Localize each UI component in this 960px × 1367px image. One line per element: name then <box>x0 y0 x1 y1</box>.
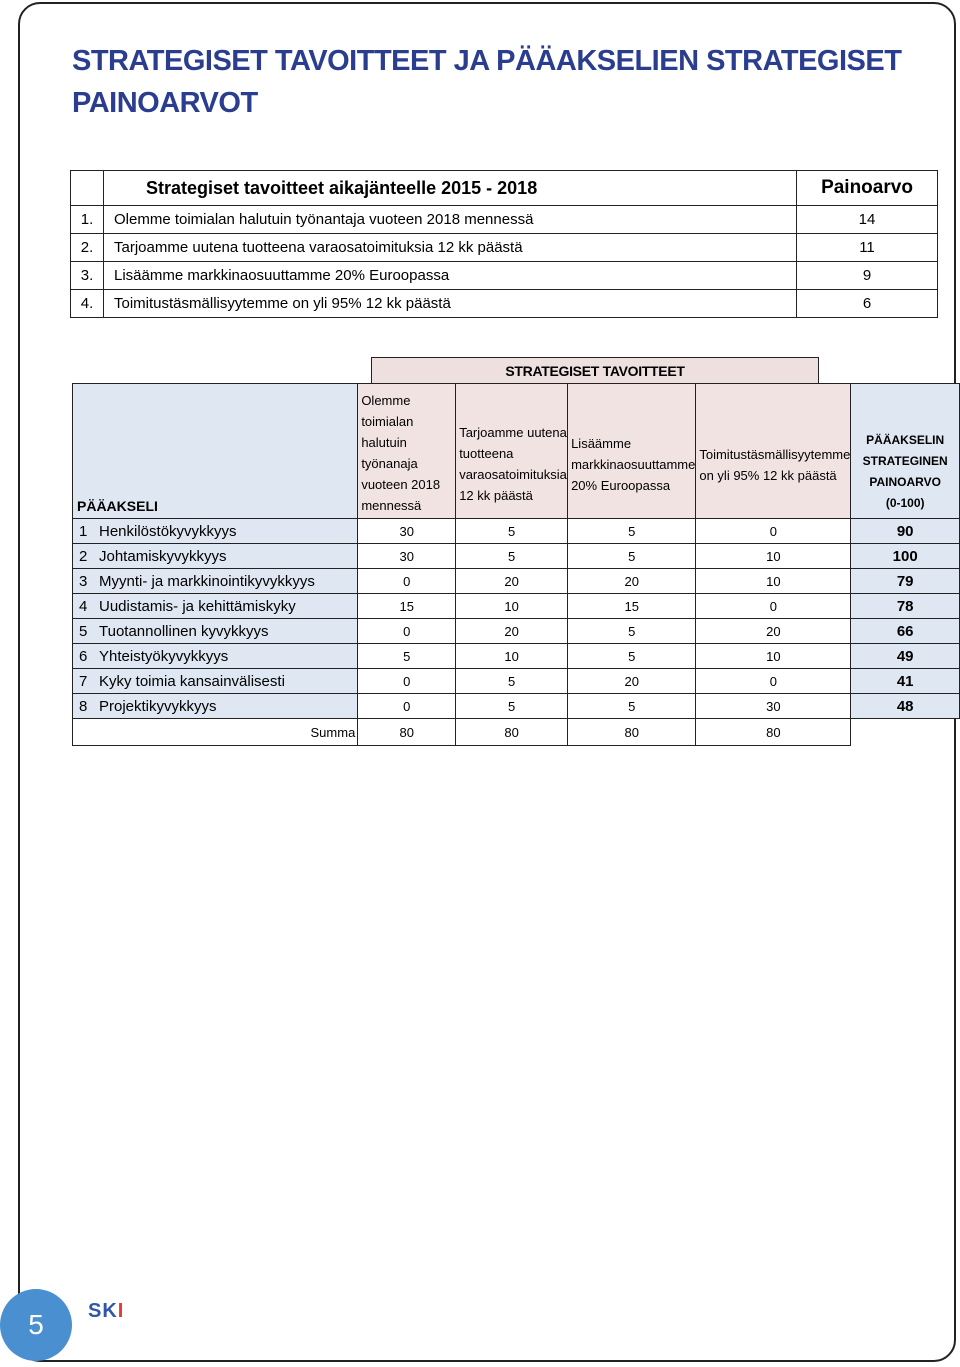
strategic-goals-header: STRATEGISET TAVOITTEET <box>371 357 819 383</box>
goal-value: 5 <box>568 619 696 644</box>
axis-column-header: PÄÄAKSELI <box>73 384 358 519</box>
objective-num: 4. <box>71 290 104 318</box>
objective-num: 1. <box>71 206 104 234</box>
axis-row <box>73 544 960 569</box>
objective-weight: 6 <box>797 290 938 318</box>
logo-letter: I <box>117 1300 125 1322</box>
axis-row <box>73 619 960 644</box>
axis-row <box>73 669 960 694</box>
objective-weight: 11 <box>797 234 938 262</box>
axis-name-cell <box>73 594 358 619</box>
logo-letter: S <box>88 1300 103 1322</box>
axis-weight: 100 <box>851 544 960 569</box>
goal-value: 30 <box>696 694 851 719</box>
axis-name-cell <box>73 569 358 594</box>
axis-number: 7 <box>79 672 88 690</box>
sum-value: 80 <box>696 719 851 746</box>
axis-matrix-table <box>72 383 960 746</box>
goal-column-header <box>358 384 456 519</box>
objective-text: Toimitustäsmällisyytemme on yli 95% 12 kk päästä <box>104 290 797 318</box>
axis-weight: 41 <box>851 669 960 694</box>
weight-header-line: PAINOARVO <box>869 475 941 489</box>
objective-row <box>71 290 938 318</box>
axis-name-cell <box>73 669 358 694</box>
axis-weight: 90 <box>851 519 960 544</box>
matrix-body <box>73 519 960 719</box>
axis-row <box>73 694 960 719</box>
goal-value: 0 <box>358 619 456 644</box>
axis-name: Johtamiskyvykkyys <box>99 547 227 565</box>
axis-name: Yhteistyökyvykkyys <box>99 647 229 665</box>
goal-value: 5 <box>568 544 696 569</box>
goal-value: 10 <box>456 594 568 619</box>
goal-value: 20 <box>696 619 851 644</box>
axis-name: Tuotannollinen kyvykkyys <box>99 622 269 640</box>
axis-number: 5 <box>79 622 88 640</box>
axis-name: Henkilöstökyvykkyys <box>99 522 237 540</box>
logo-letter: K <box>102 1300 118 1322</box>
objectives-table <box>70 170 938 318</box>
goal-value: 5 <box>456 544 568 569</box>
axis-name: Uudistamis- ja kehittämiskyky <box>99 597 296 615</box>
goal-column-label: Toimitustäsmällisyytemme on yli 95% 12 kk päästä <box>699 447 851 483</box>
axis-weight-header <box>851 384 960 519</box>
axis-name-cell <box>73 644 358 669</box>
axis-name: Kyky toimia kansainvälisesti <box>99 672 285 690</box>
goal-column-label: Tarjoamme uutena tuotteena varaosatoimituksia 12 kk päästä <box>459 425 567 503</box>
axis-row <box>73 594 960 619</box>
axis-name-cell <box>73 519 358 544</box>
sum-label: Summa <box>73 719 358 746</box>
objective-text: Olemme toimialan halutuin työnantaja vuoteen 2018 mennessä <box>104 206 797 234</box>
objective-num: 3. <box>71 262 104 290</box>
sum-empty-cell <box>851 719 960 746</box>
sum-row <box>73 719 960 746</box>
axis-weight: 78 <box>851 594 960 619</box>
goal-value: 0 <box>358 669 456 694</box>
axis-number: 1 <box>79 522 88 540</box>
weight-header-line: STRATEGINEN <box>862 454 948 468</box>
axis-name-cell <box>73 694 358 719</box>
objective-weight: 9 <box>797 262 938 290</box>
axis-number: 8 <box>79 697 88 715</box>
sum-value: 80 <box>568 719 696 746</box>
goal-value: 5 <box>456 694 568 719</box>
axis-name: Myynti- ja markkinointikyvykkyys <box>99 572 315 590</box>
axis-row <box>73 519 960 544</box>
goal-value: 5 <box>568 644 696 669</box>
goal-value: 10 <box>456 644 568 669</box>
objective-row <box>71 206 938 234</box>
goal-value: 15 <box>358 594 456 619</box>
goal-value: 5 <box>358 644 456 669</box>
goal-value: 20 <box>568 569 696 594</box>
goal-column-label: Olemme toimialan halutuin työnanaja vuoteen 2018 mennessä <box>361 393 441 513</box>
ski-logo <box>88 1300 124 1323</box>
axis-number: 4 <box>79 597 88 615</box>
goal-value: 5 <box>456 669 568 694</box>
goal-value: 0 <box>696 669 851 694</box>
objectives-header-num <box>71 171 104 206</box>
axis-weight: 79 <box>851 569 960 594</box>
axis-number: 6 <box>79 647 88 665</box>
axis-row <box>73 569 960 594</box>
goal-value: 30 <box>358 519 456 544</box>
axis-number: 3 <box>79 572 88 590</box>
axis-row <box>73 644 960 669</box>
objective-row <box>71 234 938 262</box>
goal-column-header <box>568 384 696 519</box>
page-title: STRATEGISET TAVOITTEET JA PÄÄAKSELIEN STRATEGISET PAINOARVOT <box>72 45 902 119</box>
sum-value: 80 <box>358 719 456 746</box>
objectives-header-weight: Painoarvo <box>797 171 938 206</box>
axis-weight: 66 <box>851 619 960 644</box>
matrix-header-row <box>73 384 960 519</box>
axis-name-cell <box>73 544 358 569</box>
objective-row <box>71 262 938 290</box>
goal-value: 20 <box>456 619 568 644</box>
objective-num: 2. <box>71 234 104 262</box>
weight-header-line: PÄÄAKSELIN <box>866 433 945 447</box>
objectives-header-goal: Strategiset tavoitteet aikajänteelle 2015 - 2018 <box>104 171 797 206</box>
goal-value: 5 <box>456 519 568 544</box>
goal-value: 10 <box>696 544 851 569</box>
axis-name-cell <box>73 619 358 644</box>
goal-column-label: Lisäämme markkinaosuuttamme 20% Euroopassa <box>571 436 696 493</box>
objective-text: Lisäämme markkinaosuuttamme 20% Euroopassa <box>104 262 797 290</box>
objective-weight: 14 <box>797 206 938 234</box>
axis-name: Projektikyvykkyys <box>99 697 217 715</box>
objectives-header-row <box>71 171 938 206</box>
weight-header-line: (0-100) <box>885 496 925 510</box>
axis-weight: 49 <box>851 644 960 669</box>
goal-value: 20 <box>568 669 696 694</box>
goal-value: 10 <box>696 644 851 669</box>
goal-value: 20 <box>456 569 568 594</box>
objective-text: Tarjoamme uutena tuotteena varaosatoimituksia 12 kk päästä <box>104 234 797 262</box>
goal-value: 0 <box>358 694 456 719</box>
goal-value: 0 <box>696 519 851 544</box>
sum-value: 80 <box>456 719 568 746</box>
axis-number: 2 <box>79 547 88 565</box>
goal-value: 0 <box>358 569 456 594</box>
goal-column-header <box>696 384 851 519</box>
goal-value: 0 <box>696 594 851 619</box>
goal-value: 5 <box>568 694 696 719</box>
goal-value: 15 <box>568 594 696 619</box>
axis-weight: 48 <box>851 694 960 719</box>
goal-value: 5 <box>568 519 696 544</box>
goal-value: 30 <box>358 544 456 569</box>
page-number-badge: 5 <box>0 1289 72 1361</box>
goal-column-header <box>456 384 568 519</box>
goal-value: 10 <box>696 569 851 594</box>
